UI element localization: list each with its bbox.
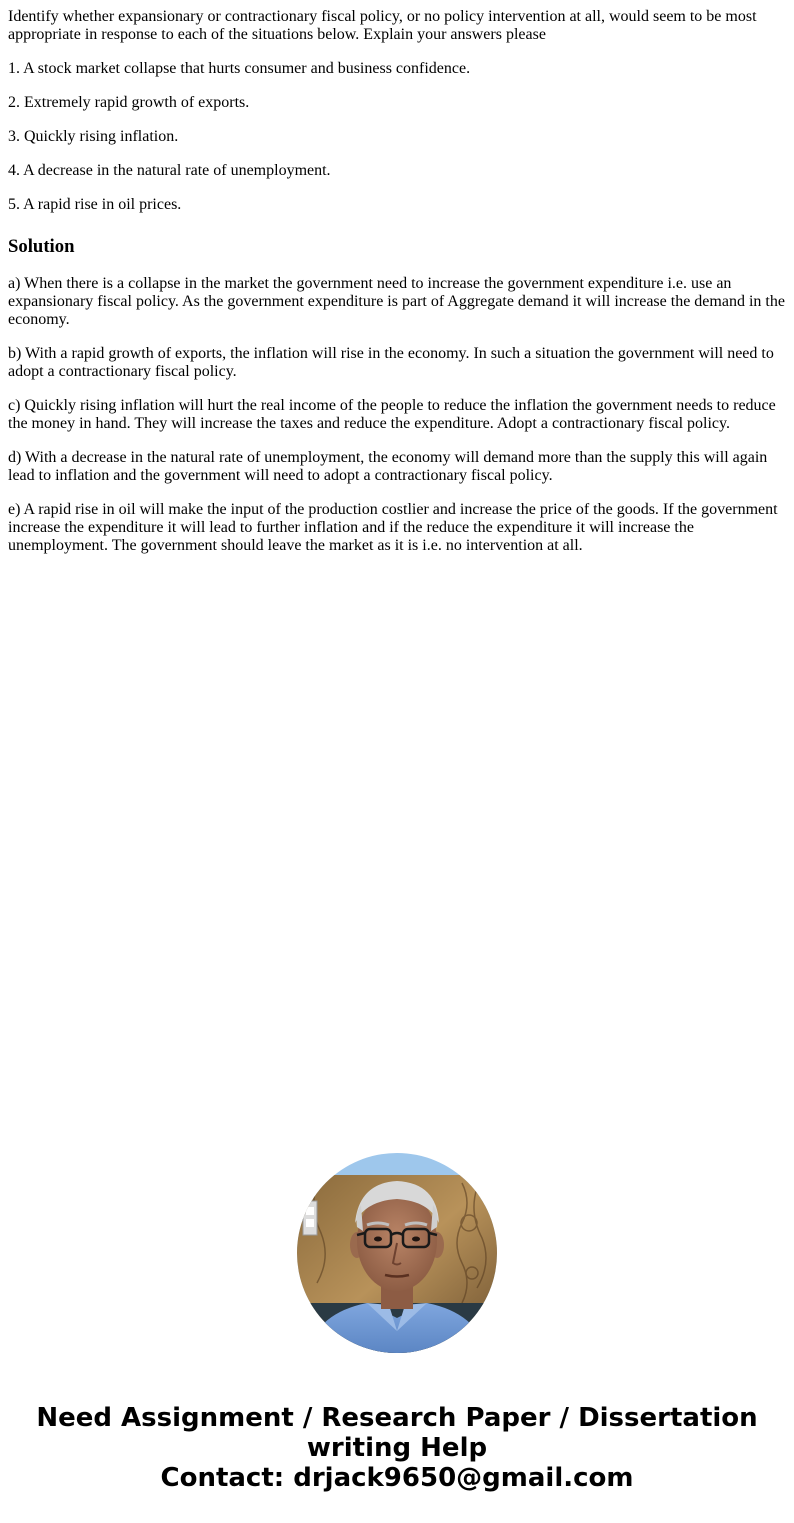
question-item-5: 5. A rapid rise in oil prices.: [8, 196, 182, 213]
contact-banner-line-2: writing Help: [306, 1433, 488, 1463]
question-item-4: 4. A decrease in the natural rate of unemployment.: [8, 162, 331, 179]
solution-heading: Solution: [8, 236, 75, 257]
contact-banner-line-1: Need Assignment / Research Paper / Dissertation: [36, 1403, 758, 1433]
question-intro: Identify whether expansionary or contractionary fiscal policy, or no policy intervention at all, would seem to be most appropriate in response to each of the situations below. Explain your answers please: [8, 8, 757, 43]
author-portrait-image: [297, 1153, 497, 1353]
solution-answer-e: e) A rapid rise in oil will make the input of the production costlier and increase the price of the goods. If the government increase the expenditure it will lead to further inflation and if the reduce the expenditure it will increase the unemployment. The government should leave the market as it is i.e. no intervention at all.: [8, 501, 778, 554]
solution-answer-c: c) Quickly rising inflation will hurt the real income of the people to reduce the inflation the government needs to reduce the money in hand. They will increase the taxes and reduce the expenditure. Adopt a contractionary fiscal policy.: [8, 397, 776, 432]
document-content: [8, 8, 786, 571]
solution-answer-a: a) When there is a collapse in the market the government need to increase the government expenditure i.e. use an expansionary fiscal policy. As the government expenditure is part of Aggregate demand it will increase the demand in the economy.: [8, 275, 785, 328]
contact-banner: [0, 1403, 794, 1493]
author-avatar: [297, 1153, 497, 1353]
contact-banner-line-3: Contact: drjack9650@gmail.com: [160, 1463, 634, 1493]
question-item-1: 1. A stock market collapse that hurts consumer and business confidence.: [8, 60, 471, 77]
question-item-2: 2. Extremely rapid growth of exports.: [8, 94, 250, 111]
solution-answer-d: d) With a decrease in the natural rate of unemployment, the economy will demand more than the supply this will again lead to inflation and the government will need to adopt a contractionary fiscal policy.: [8, 449, 768, 484]
solution-answer-b: b) With a rapid growth of exports, the inflation will rise in the economy. In such a situation the government will need to adopt a contractionary fiscal policy.: [8, 345, 774, 380]
question-item-3: 3. Quickly rising inflation.: [8, 128, 179, 145]
